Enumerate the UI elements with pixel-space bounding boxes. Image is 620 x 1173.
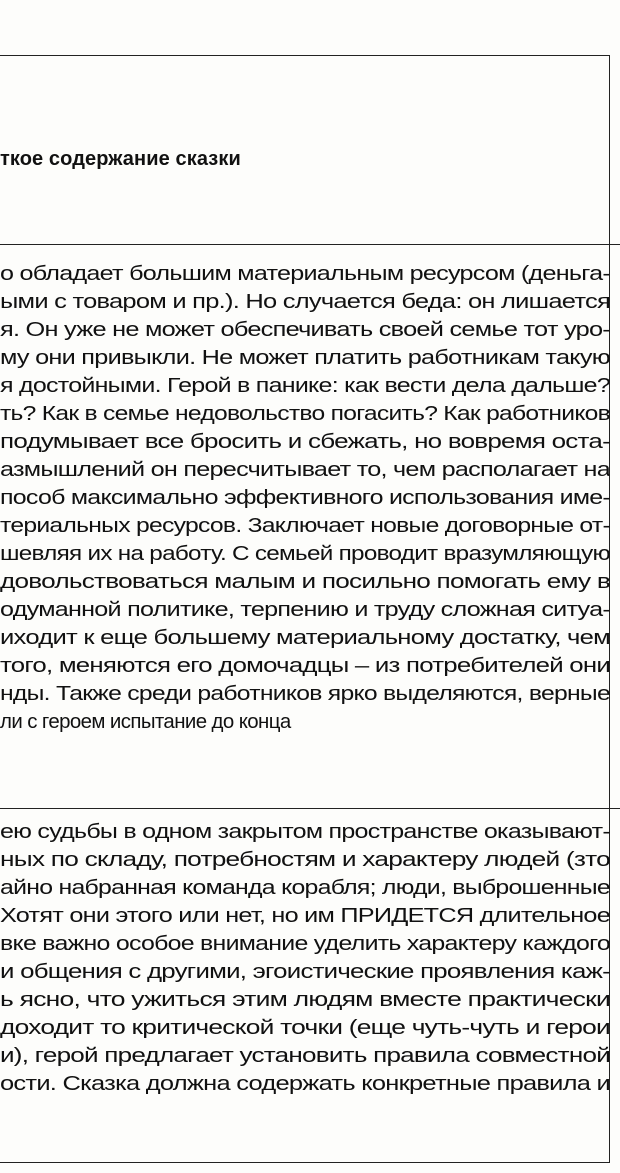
text-line: и общения с другими, эгоистические проявления каж- [0, 960, 610, 983]
text-line: одуманной политике, терпению и труду сложная ситуа- [0, 598, 610, 621]
paragraph-2 [0, 818, 612, 1098]
text-line: я. Он уже не может обеспечивать своей семье тот уро- [0, 318, 610, 341]
text-line: шевляя их на работу. С семьей проводит вразумляющую [0, 542, 610, 565]
text-line: вке важно особое внимание уделить характеру каждого [0, 932, 610, 955]
text-line: пособ максимально эффективного использования име- [0, 486, 610, 509]
header-divider [0, 244, 620, 245]
text-line: ею судьбы в одном закрытом пространстве оказывают- [0, 820, 610, 843]
text-line: ыми с товаром и пр.). Но случается беда: он лишается [0, 290, 610, 313]
text-line: азмышлений он пересчитывает то, чем располагает на [0, 458, 610, 481]
text-line: ных по складу, потребностям и характеру людей (зто [0, 848, 610, 871]
text-line: иходит к еще большему материальному достатку, чем [0, 626, 610, 649]
text-line: айно набранная команда корабля; люди, выброшенные [0, 876, 610, 899]
text-line: ть? Как в семье недовольство погасить? Как работников [0, 402, 610, 425]
text-line: доходит то критической точки (еще чуть-чуть и герои [0, 1016, 610, 1039]
paragraph-1 [0, 260, 612, 736]
text-line: довольствоваться малым и посильно помогать ему в [0, 570, 610, 593]
text-line: о обладает большим материальным ресурсом (деньга- [0, 262, 610, 285]
text-line: и), герой предлагает установить правила совместной [0, 1044, 610, 1067]
table-heading: ткое содержание сказки [0, 148, 241, 170]
row-divider [0, 808, 620, 809]
text-line: того, меняются его домочадцы – из потребителей они [0, 654, 610, 677]
text-line: териальных ресурсов. Заключает новые договорные от- [0, 514, 610, 537]
text-line: я достойными. Герой в панике: как вести дела дальше? [0, 374, 610, 397]
text-line: ли с героем испытание до конца [0, 710, 291, 733]
text-line: ь ясно, что ужиться этим людям вместе практически [0, 988, 610, 1011]
text-line: му они привыкли. Не может платить работникам такую [0, 346, 610, 369]
text-line: подумывает все бросить и сбежать, но вовремя оста- [0, 430, 610, 453]
text-line: ости. Сказка должна содержать конкретные правила и [0, 1072, 610, 1095]
text-line: нды. Также среди работников ярко выделяются, верные [0, 682, 610, 705]
text-line: Хотят они этого или нет, но им ПРИДЕТСЯ длительное [0, 904, 610, 927]
